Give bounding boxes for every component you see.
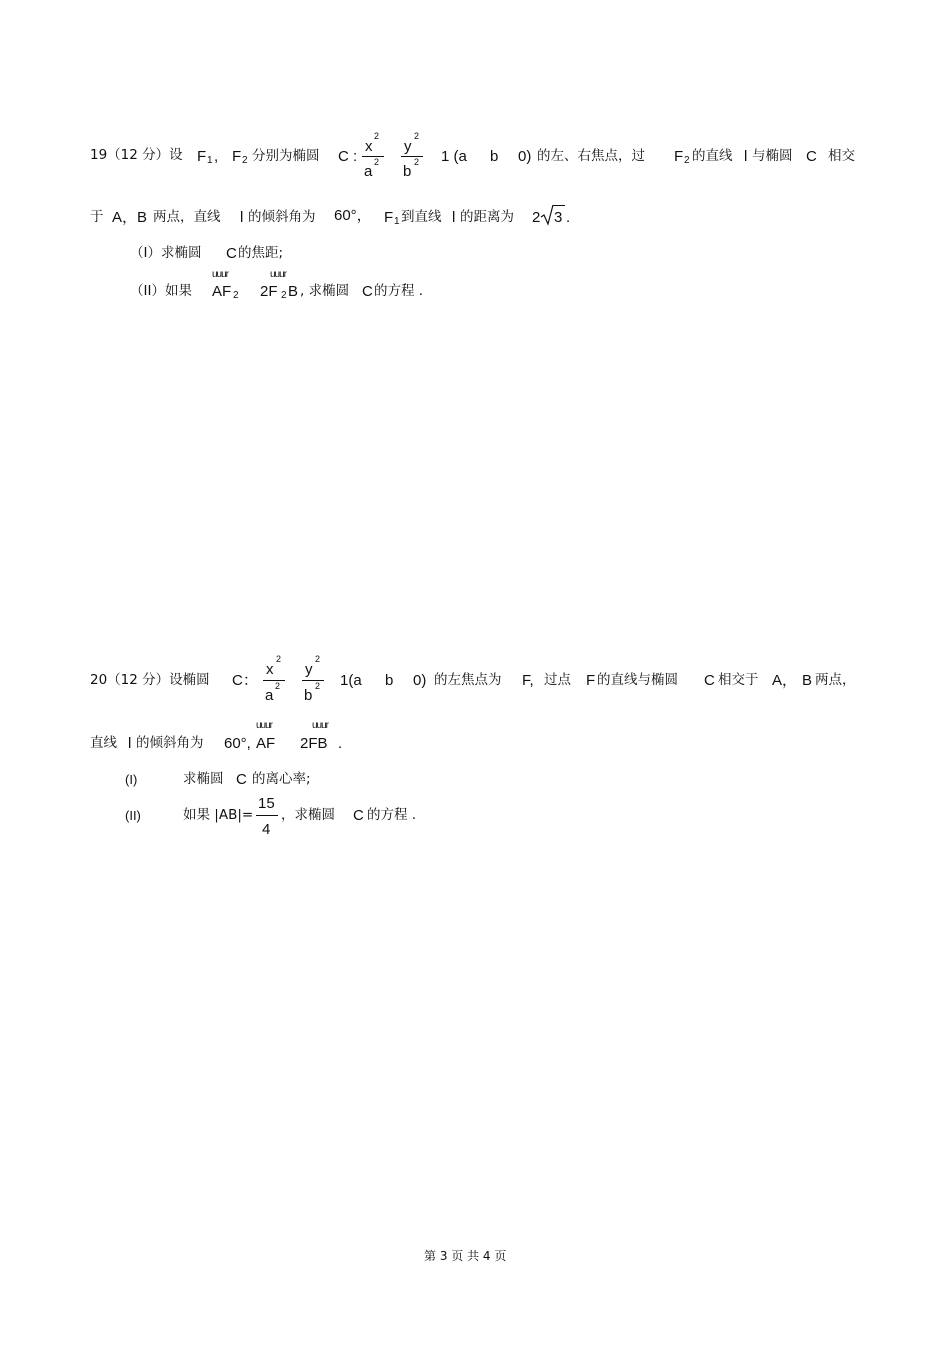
q19-part1-C: C [226, 245, 237, 262]
q20-part1-text: 求椭圆 [183, 771, 224, 787]
q20-one-a: 1(a [340, 672, 362, 689]
q19-AF2-sub: 2 [233, 290, 239, 301]
q19-juli: 的距离为 [460, 209, 514, 225]
q19-2F2B: 2F [260, 283, 278, 300]
q19-F2-sub: 2 [242, 155, 248, 166]
q20-part1-label: (I) [125, 772, 138, 787]
q19-fenbie: 分别为椭圆 [252, 148, 320, 164]
q19-part2-C: C [362, 283, 373, 300]
q19-F2B-sub: 2 [281, 290, 287, 301]
q20-frac-den: 4 [262, 821, 271, 838]
q19-frac1-bar [362, 156, 384, 157]
q19-sqrt-bar [553, 205, 565, 206]
vector-arrow-icon: uuur [270, 269, 287, 280]
q19-l3: l [452, 209, 456, 226]
q20-part2-text: 如果 |AB|= [183, 807, 254, 823]
q20-period: . [338, 735, 343, 752]
q20-zhixian: 的直线与椭圆 [597, 672, 678, 688]
q19-one-a: 1 (a [441, 148, 467, 165]
q20-b: b [304, 687, 313, 704]
q19-x-exp: 2 [374, 131, 380, 141]
q19-B-letter: B [288, 283, 299, 300]
q19-F1-sub: 1 [207, 155, 213, 166]
q20-xiangjiaoyu: 相交于 [718, 672, 759, 688]
page-footer: 第 3 页 共 4 页 [424, 1249, 507, 1263]
q19-part1-text: 的焦距; [238, 245, 284, 261]
q19-F2: F [232, 148, 242, 165]
q19-period: . [566, 209, 571, 226]
q20-qingxie: 的倾斜角为 [136, 735, 204, 751]
q19-C2: C [806, 148, 817, 165]
vector-arrow-icon: uuur [256, 720, 273, 731]
q20-2FB: 2FB [300, 735, 328, 752]
q19-zhixian: 的直线 [692, 148, 733, 164]
q19-zero: 0) [518, 148, 532, 165]
q19-b: b [403, 163, 412, 180]
q19-deg: 60°， [334, 207, 372, 224]
q19-F1b: F [384, 209, 394, 226]
q19-part2-text: , 求椭圆 [300, 283, 350, 299]
q20-B: B [802, 672, 813, 689]
q20-part2-tail: 的方程 . [367, 807, 417, 823]
q19-daozhixian: 到直线 [401, 209, 442, 225]
q20-frac2-bar [302, 680, 324, 681]
q20-AF: AF [256, 735, 276, 752]
q19-part2-label: （II）如果 [130, 283, 192, 299]
q19-liangdian: 两点，直线 [153, 209, 221, 225]
q20-frac-num: 15 [258, 795, 275, 812]
q20-frac-bar [256, 815, 278, 816]
q20-C2: C [704, 672, 715, 689]
vector-arrow-icon: uuur [312, 720, 329, 731]
q20-zuojiao: 的左焦点为 [434, 672, 502, 688]
q19-part1-label: （I）求椭圆 [130, 245, 202, 261]
q19-lead: 19（12 分）设 [90, 147, 183, 163]
q19-part2-tail: 的方程 . [374, 283, 424, 299]
q19-C-colon: C : [338, 148, 358, 165]
q19-F2b-sub: 2 [684, 155, 690, 166]
q20-x: x [266, 661, 274, 678]
q19-yu: 于 [90, 209, 104, 225]
q20-x-exp: 2 [276, 654, 282, 664]
q20-part1-C: C [236, 771, 247, 788]
q20-part2-C: C [353, 807, 364, 824]
q19-l1: l [744, 148, 748, 165]
q20-y: y [305, 661, 313, 678]
q19-x: x [365, 138, 373, 155]
q20-line2-zhixian: 直线 [90, 735, 117, 751]
vector-arrow-icon: uuur [212, 269, 229, 280]
q20-F: F, [522, 672, 534, 689]
q20-C-colon: C： [232, 672, 258, 689]
q19-qingxiejiao: 的倾斜角为 [248, 209, 316, 225]
q20-lead: 20（12 分）设椭圆 [90, 672, 210, 688]
q20-part2-label: (II) [125, 808, 141, 823]
q19-b-exp: 2 [414, 157, 420, 167]
q20-y-exp: 2 [315, 654, 321, 664]
q19-zuoyou: 的左、右焦点，过 [537, 148, 645, 164]
q19-y: y [404, 138, 412, 155]
q19-F2b: F [674, 148, 684, 165]
q20-part1-tail: 的离心率; [252, 771, 311, 787]
q20-a-exp: 2 [275, 681, 281, 691]
q19-AF2: AF [212, 283, 232, 300]
q19-three: 3 [554, 209, 563, 226]
q20-a: a [265, 687, 274, 704]
q19-F1b-sub: 1 [394, 216, 400, 227]
q19-yutuoyuan: 与椭圆 [752, 148, 793, 164]
q20-F2: F [586, 672, 596, 689]
q19-comma: , [214, 148, 219, 165]
q20-b-letter: b [385, 672, 394, 689]
q19-two: 2 [532, 209, 541, 226]
q20-frac1-bar [263, 680, 285, 681]
q19-xiangjiao: 相交 [828, 148, 855, 164]
q19-l2: l [240, 209, 244, 226]
q19-F1: F [197, 148, 207, 165]
q19-AB: A，B [112, 209, 148, 226]
q19-a-exp: 2 [374, 157, 380, 167]
q19-a: a [364, 163, 373, 180]
sqrt-sign-icon [540, 204, 554, 226]
q20-A: A， [772, 672, 798, 689]
q20-guodian: 过点 [544, 672, 571, 688]
q19-y-exp: 2 [414, 131, 420, 141]
q20-l: l [128, 735, 132, 752]
q20-part2-mid: ，求椭圆 [281, 807, 335, 823]
q19-b-letter: b [490, 148, 499, 165]
q20-deg: 60°, [224, 735, 251, 752]
q20-zero: 0) [413, 672, 427, 689]
q19-frac2-bar [401, 156, 423, 157]
q20-liangdian: 两点， [815, 672, 856, 688]
q20-b-exp: 2 [315, 681, 321, 691]
